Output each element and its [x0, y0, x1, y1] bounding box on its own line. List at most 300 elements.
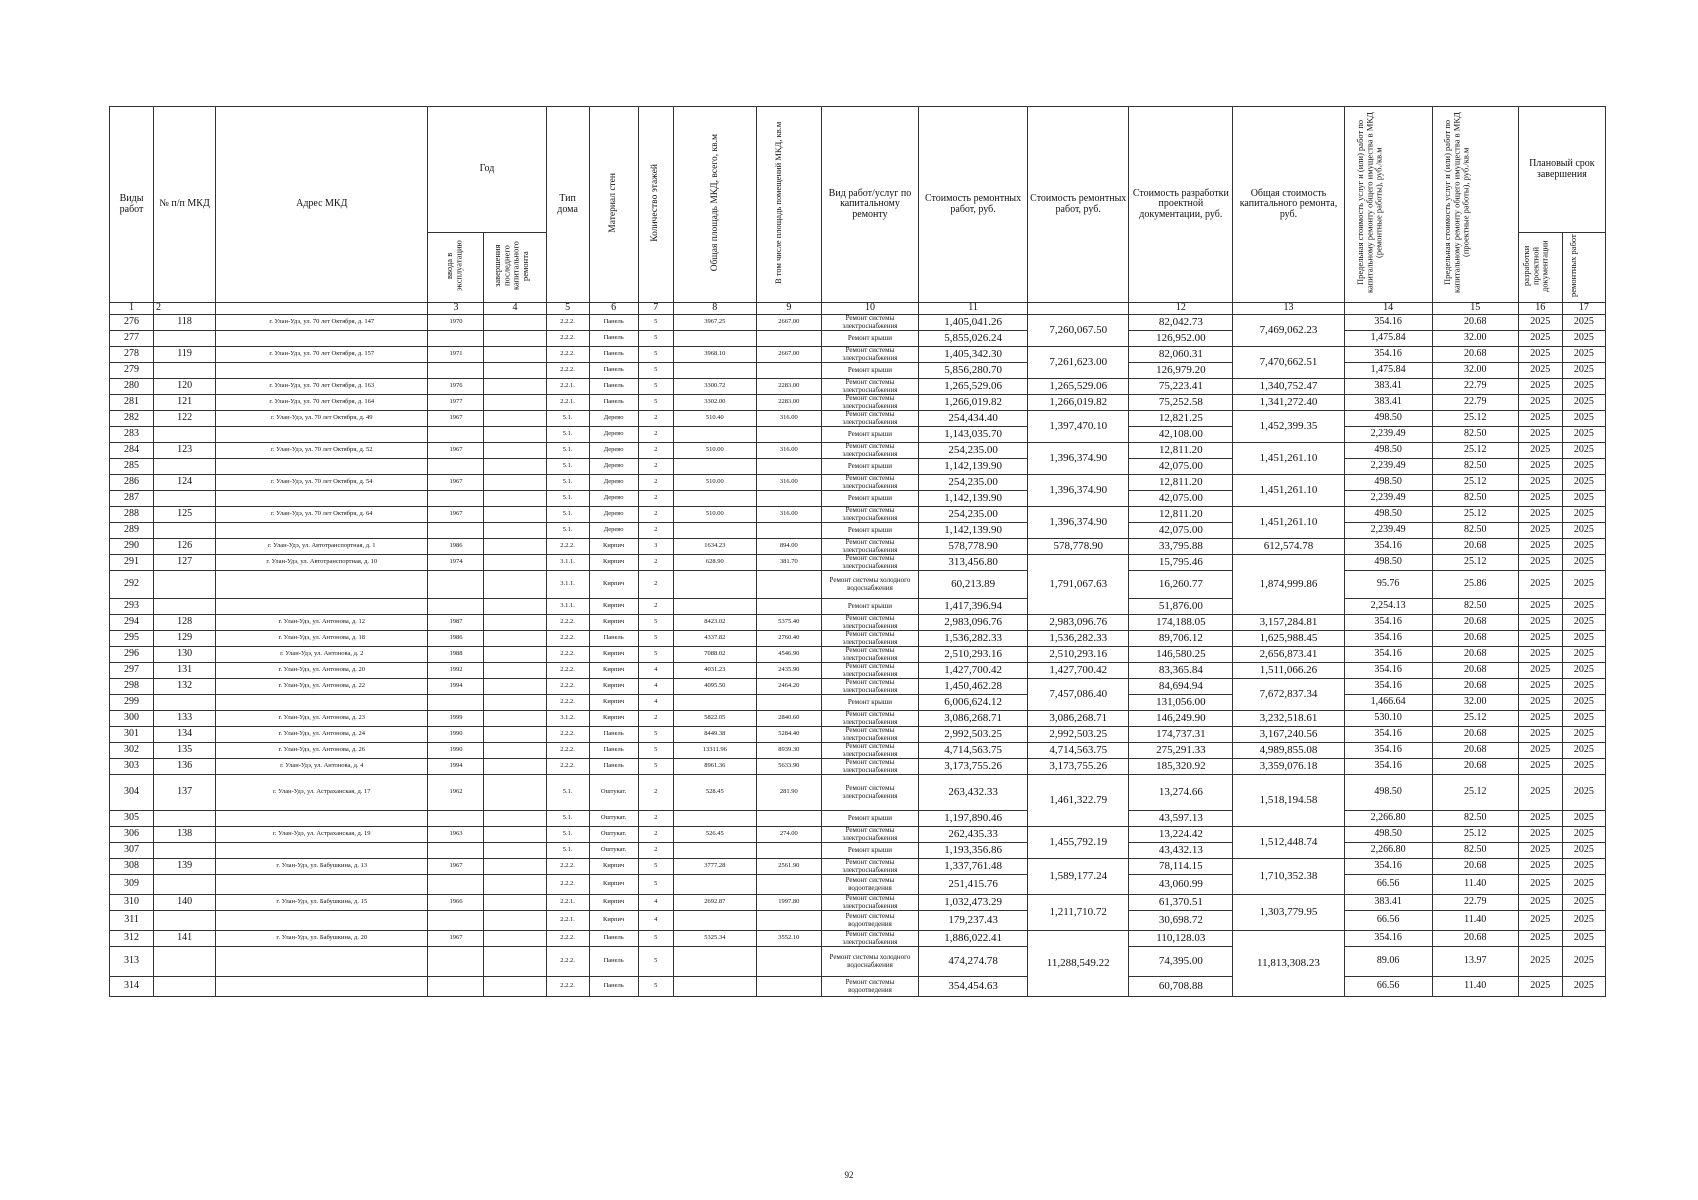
house-type-cell: 2.2.2.: [546, 647, 589, 663]
limit-project-cell: 25.12: [1432, 507, 1518, 523]
work-kind-cell: 286: [110, 475, 154, 491]
plan-repair-year-cell: 2025: [1562, 443, 1605, 459]
plan-repair-year-cell: 2025: [1562, 895, 1605, 911]
repair-cost-cell: 1,142,139.90: [919, 459, 1028, 475]
project-cost-cell: 15,795.46: [1129, 555, 1233, 571]
premises-area-cell: 8939.30: [756, 743, 821, 759]
premises-area-cell: [756, 947, 821, 977]
plan-project-year-cell: 2025: [1518, 631, 1562, 647]
limit-repair-cell: 498.50: [1344, 555, 1432, 571]
table-row: [110, 459, 1606, 475]
plan-project-year-cell: 2025: [1518, 411, 1562, 427]
year-commissioning-cell: 1967: [428, 507, 484, 523]
table-row: [110, 911, 1606, 931]
premises-area-cell: 5375.40: [756, 615, 821, 631]
plan-project-year-cell: 2025: [1518, 443, 1562, 459]
total-area-cell: 4337.82: [673, 631, 756, 647]
col-number-9: 9: [756, 303, 821, 315]
limit-repair-cell: 354.16: [1344, 615, 1432, 631]
limit-repair-cell: 354.16: [1344, 679, 1432, 695]
limit-repair-cell: 354.16: [1344, 727, 1432, 743]
limit-project-cell: 20.68: [1432, 647, 1518, 663]
plan-repair-year-cell: 2025: [1562, 571, 1605, 599]
repair-cost-cell: 4,714,563.75: [919, 743, 1028, 759]
work-type-cell: Ремонт системы холодного водоснабжения: [821, 571, 918, 599]
limit-repair-cell: 383.41: [1344, 895, 1432, 911]
repair-cost-group-cell: 7,457,086.40: [1028, 679, 1129, 711]
work-type-cell: Ремонт системы электроснабжения: [821, 827, 918, 843]
repair-cost-cell: 1,197,890.46: [919, 811, 1028, 827]
year-last-repair-cell: [484, 743, 546, 759]
plan-project-year-cell: 2025: [1518, 315, 1562, 331]
year-last-repair-cell: [484, 411, 546, 427]
work-type-cell: Ремонт системы электроснабжения: [821, 315, 918, 331]
address-cell: г. Улан-Удэ, ул. Астраханская, д. 17: [216, 775, 428, 811]
work-kind-cell: 280: [110, 379, 154, 395]
year-commissioning-cell: 1986: [428, 539, 484, 555]
plan-project-year-cell: 2025: [1518, 663, 1562, 679]
plan-repair-year-cell: 2025: [1562, 411, 1605, 427]
year-commissioning-cell: [428, 843, 484, 859]
total-area-cell: [673, 459, 756, 475]
year-commissioning-cell: [428, 459, 484, 475]
repair-cost-cell: 263,432.33: [919, 775, 1028, 811]
year-last-repair-cell: [484, 679, 546, 695]
limit-repair-cell: 530.10: [1344, 711, 1432, 727]
wall-material-cell: Панель: [589, 759, 638, 775]
plan-project-year-cell: 2025: [1518, 491, 1562, 507]
total-area-cell: 510.40: [673, 411, 756, 427]
repair-cost-group-cell: 1,791,067.63: [1028, 555, 1129, 615]
project-cost-cell: 30,698.72: [1129, 911, 1233, 931]
limit-project-cell: 25.12: [1432, 475, 1518, 491]
repair-cost-cell: 1,417,396.94: [919, 599, 1028, 615]
wall-material-cell: Оштукат.: [589, 775, 638, 811]
address-cell: [216, 875, 428, 895]
work-kind-cell: 276: [110, 315, 154, 331]
limit-repair-cell: 2,239.49: [1344, 491, 1432, 507]
address-cell: [216, 599, 428, 615]
year-last-repair-cell: [484, 931, 546, 947]
total-area-cell: 510.00: [673, 443, 756, 459]
premises-area-cell: [756, 695, 821, 711]
year-last-repair-cell: [484, 347, 546, 363]
table-row: [110, 523, 1606, 539]
header-repair-cost-1: Стоимость ремонтных работ, руб.: [919, 107, 1028, 303]
wall-material-cell: Кирпич: [589, 599, 638, 615]
floors-cell: 2: [638, 411, 673, 427]
repair-cost-cell: 474,274.78: [919, 947, 1028, 977]
year-last-repair-cell: [484, 631, 546, 647]
floors-cell: 5: [638, 759, 673, 775]
plan-repair-year-cell: 2025: [1562, 631, 1605, 647]
house-number-cell: 132: [154, 679, 216, 695]
project-cost-cell: 42,075.00: [1129, 523, 1233, 539]
year-commissioning-cell: [428, 363, 484, 379]
limit-repair-cell: 498.50: [1344, 775, 1432, 811]
limit-repair-cell: 2,239.49: [1344, 427, 1432, 443]
floors-cell: 2: [638, 427, 673, 443]
house-type-cell: 5.1.: [546, 459, 589, 475]
year-commissioning-cell: 1971: [428, 347, 484, 363]
total-area-cell: [673, 599, 756, 615]
wall-material-cell: Оштукат.: [589, 811, 638, 827]
year-last-repair-cell: [484, 859, 546, 875]
work-kind-cell: 291: [110, 555, 154, 571]
year-last-repair-cell: [484, 727, 546, 743]
house-type-cell: 2.2.2.: [546, 679, 589, 695]
repair-cost-cell: 1,142,139.90: [919, 491, 1028, 507]
work-kind-cell: 304: [110, 775, 154, 811]
house-number-cell: 126: [154, 539, 216, 555]
year-commissioning-cell: 1994: [428, 679, 484, 695]
house-number-cell: [154, 811, 216, 827]
house-number-cell: 129: [154, 631, 216, 647]
wall-material-cell: Панель: [589, 363, 638, 379]
project-cost-cell: 33,795.88: [1129, 539, 1233, 555]
repair-cost-group-cell: 7,260,067.50: [1028, 315, 1129, 347]
premises-area-cell: 5633.90: [756, 759, 821, 775]
table-row: [110, 331, 1606, 347]
year-commissioning-cell: 1963: [428, 827, 484, 843]
repair-cost-cell: 578,778.90: [919, 539, 1028, 555]
limit-project-cell: 11.40: [1432, 875, 1518, 895]
house-number-cell: 124: [154, 475, 216, 491]
work-kind-cell: 285: [110, 459, 154, 475]
work-kind-cell: 281: [110, 395, 154, 411]
premises-area-cell: [756, 571, 821, 599]
address-cell: г. Улан-Удэ, ул. 70 лет Октября, д. 164: [216, 395, 428, 411]
repair-cost-group-cell: 1,461,322.79: [1028, 775, 1129, 827]
limit-repair-cell: 354.16: [1344, 631, 1432, 647]
project-cost-cell: 174,188.05: [1129, 615, 1233, 631]
limit-project-cell: 13.97: [1432, 947, 1518, 977]
year-commissioning-cell: 1976: [428, 379, 484, 395]
total-area-cell: 8961.36: [673, 759, 756, 775]
address-cell: [216, 811, 428, 827]
premises-area-cell: [756, 491, 821, 507]
house-type-cell: 5.1.: [546, 507, 589, 523]
plan-repair-year-cell: 2025: [1562, 679, 1605, 695]
house-number-cell: [154, 331, 216, 347]
work-type-cell: Ремонт крыши: [821, 427, 918, 443]
total-cost-cell: 4,989,855.08: [1233, 743, 1344, 759]
header-plan-deadline: Плановый срок завершения: [1518, 107, 1605, 233]
repair-cost-cell: 1,265,529.06: [919, 379, 1028, 395]
wall-material-cell: Кирпич: [589, 647, 638, 663]
house-type-cell: 5.1.: [546, 811, 589, 827]
plan-project-year-cell: 2025: [1518, 459, 1562, 475]
year-commissioning-cell: 1999: [428, 711, 484, 727]
total-cost-cell: 1,518,194.58: [1233, 775, 1344, 827]
plan-repair-year-cell: 2025: [1562, 727, 1605, 743]
project-cost-cell: 43,597.13: [1129, 811, 1233, 827]
header-year-last-repair: завершения последнего капитального ремонта: [484, 233, 546, 303]
wall-material-cell: Панель: [589, 331, 638, 347]
year-commissioning-cell: 1994: [428, 759, 484, 775]
plan-project-year-cell: 2025: [1518, 331, 1562, 347]
year-commissioning-cell: [428, 875, 484, 895]
col-number-13: 13: [1233, 303, 1344, 315]
table-row: [110, 711, 1606, 727]
header-year-commissioning: ввода в эксплуатацию: [428, 233, 484, 303]
limit-repair-cell: 354.16: [1344, 315, 1432, 331]
plan-project-year-cell: 2025: [1518, 395, 1562, 411]
table-row: [110, 427, 1606, 443]
table-row: [110, 555, 1606, 571]
house-type-cell: 2.2.2.: [546, 315, 589, 331]
limit-repair-cell: 354.16: [1344, 347, 1432, 363]
table-row: [110, 347, 1606, 363]
address-cell: г. Улан-Удэ, ул. 70 лет Октября, д. 49: [216, 411, 428, 427]
work-type-cell: Ремонт системы холодного водоснабжения: [821, 947, 918, 977]
year-commissioning-cell: [428, 811, 484, 827]
table-row: [110, 571, 1606, 599]
floors-cell: 4: [638, 679, 673, 695]
total-area-cell: 4031.23: [673, 663, 756, 679]
repair-cost-cell: 3,086,268.71: [919, 711, 1028, 727]
work-type-cell: Ремонт системы электроснабжения: [821, 555, 918, 571]
year-last-repair-cell: [484, 977, 546, 997]
year-last-repair-cell: [484, 315, 546, 331]
limit-repair-cell: 66.56: [1344, 911, 1432, 931]
plan-project-year-cell: 2025: [1518, 379, 1562, 395]
house-type-cell: 5.1.: [546, 523, 589, 539]
table-row: [110, 859, 1606, 875]
floors-cell: 5: [638, 331, 673, 347]
house-number-cell: [154, 459, 216, 475]
repair-cost-group-cell: 1,396,374.90: [1028, 475, 1129, 507]
house-type-cell: 5.1.: [546, 491, 589, 507]
project-cost-cell: 174,737.31: [1129, 727, 1233, 743]
limit-repair-cell: 66.56: [1344, 977, 1432, 997]
year-commissioning-cell: 1987: [428, 615, 484, 631]
total-area-cell: 528.45: [673, 775, 756, 811]
address-cell: г. Улан-Удэ, ул. 70 лет Октября, д. 64: [216, 507, 428, 523]
plan-project-year-cell: 2025: [1518, 875, 1562, 895]
table-row: [110, 395, 1606, 411]
work-kind-cell: 296: [110, 647, 154, 663]
floors-cell: 2: [638, 459, 673, 475]
premises-area-cell: 2283.00: [756, 379, 821, 395]
work-type-cell: Ремонт крыши: [821, 599, 918, 615]
limit-repair-cell: 498.50: [1344, 827, 1432, 843]
total-cost-cell: 1,874,999.86: [1233, 555, 1344, 615]
year-last-repair-cell: [484, 395, 546, 411]
address-cell: г. Улан-Удэ, ул. Автотранспортная, д. 1: [216, 539, 428, 555]
repair-cost-cell: 1,337,761.48: [919, 859, 1028, 875]
table-row: [110, 539, 1606, 555]
work-kind-cell: 300: [110, 711, 154, 727]
house-type-cell: 3.1.1.: [546, 599, 589, 615]
floors-cell: 2: [638, 827, 673, 843]
repair-cost-cell: 254,235.00: [919, 475, 1028, 491]
table-row: [110, 743, 1606, 759]
project-cost-cell: 43,432.13: [1129, 843, 1233, 859]
address-cell: [216, 695, 428, 711]
limit-repair-cell: 498.50: [1344, 411, 1432, 427]
limit-project-cell: 20.68: [1432, 615, 1518, 631]
limit-repair-cell: 2,254.13: [1344, 599, 1432, 615]
address-cell: [216, 459, 428, 475]
premises-area-cell: [756, 977, 821, 997]
work-kind-cell: 283: [110, 427, 154, 443]
header-limit-repair: Предельная стоимость услуг и (или) работ по капитальному ремонту общего имущества в МКД (ремонтные работы), руб./кв.м: [1344, 107, 1432, 303]
plan-project-year-cell: 2025: [1518, 523, 1562, 539]
house-number-cell: [154, 977, 216, 997]
premises-area-cell: [756, 523, 821, 539]
plan-project-year-cell: 2025: [1518, 775, 1562, 811]
limit-repair-cell: 354.16: [1344, 759, 1432, 775]
total-area-cell: [673, 911, 756, 931]
project-cost-cell: 185,320.92: [1129, 759, 1233, 775]
total-area-cell: 3302.00: [673, 395, 756, 411]
wall-material-cell: Кирпич: [589, 679, 638, 695]
work-kind-cell: 288: [110, 507, 154, 523]
total-area-cell: 510.00: [673, 507, 756, 523]
address-cell: [216, 911, 428, 931]
house-type-cell: 5.1.: [546, 411, 589, 427]
house-type-cell: 2.2.2.: [546, 859, 589, 875]
total-area-cell: 3300.72: [673, 379, 756, 395]
year-commissioning-cell: [428, 695, 484, 711]
col-number-8: 8: [673, 303, 756, 315]
wall-material-cell: Кирпич: [589, 571, 638, 599]
project-cost-cell: 146,249.90: [1129, 711, 1233, 727]
total-area-cell: 3777.28: [673, 859, 756, 875]
year-commissioning-cell: 1986: [428, 631, 484, 647]
limit-repair-cell: 383.41: [1344, 379, 1432, 395]
limit-repair-cell: 354.16: [1344, 663, 1432, 679]
plan-repair-year-cell: 2025: [1562, 459, 1605, 475]
plan-repair-year-cell: 2025: [1562, 379, 1605, 395]
premises-area-cell: 274.00: [756, 827, 821, 843]
wall-material-cell: Дерево: [589, 491, 638, 507]
premises-area-cell: 2561.90: [756, 859, 821, 875]
year-commissioning-cell: [428, 977, 484, 997]
total-area-cell: [673, 363, 756, 379]
limit-repair-cell: 354.16: [1344, 647, 1432, 663]
work-type-cell: Ремонт системы водоотведения: [821, 977, 918, 997]
limit-project-cell: 20.68: [1432, 931, 1518, 947]
plan-project-year-cell: 2025: [1518, 759, 1562, 775]
repair-cost-cell: 1,032,473.29: [919, 895, 1028, 911]
project-cost-cell: 131,056.00: [1129, 695, 1233, 711]
premises-area-cell: 2464.20: [756, 679, 821, 695]
total-area-cell: [673, 695, 756, 711]
address-cell: [216, 491, 428, 507]
repair-cost-cell: 2,510,293.16: [919, 647, 1028, 663]
plan-repair-year-cell: 2025: [1562, 931, 1605, 947]
total-area-cell: 628.90: [673, 555, 756, 571]
year-last-repair-cell: [484, 539, 546, 555]
repair-cost-cell: 254,434.40: [919, 411, 1028, 427]
total-area-cell: 5822.05: [673, 711, 756, 727]
work-kind-cell: 309: [110, 875, 154, 895]
floors-cell: 5: [638, 931, 673, 947]
year-commissioning-cell: 1967: [428, 443, 484, 459]
house-number-cell: 136: [154, 759, 216, 775]
floors-cell: 5: [638, 631, 673, 647]
plan-project-year-cell: 2025: [1518, 571, 1562, 599]
limit-project-cell: 82.50: [1432, 491, 1518, 507]
work-type-cell: Ремонт системы электроснабжения: [821, 775, 918, 811]
column-number-row: [110, 303, 1606, 315]
plan-repair-year-cell: 2025: [1562, 491, 1605, 507]
year-commissioning-cell: [428, 599, 484, 615]
plan-project-year-cell: 2025: [1518, 647, 1562, 663]
house-number-cell: 121: [154, 395, 216, 411]
house-type-cell: 2.2.2.: [546, 615, 589, 631]
total-area-cell: 3968.10: [673, 347, 756, 363]
repair-cost-cell: 313,456.80: [919, 555, 1028, 571]
house-type-cell: 2.2.2.: [546, 631, 589, 647]
table-row: [110, 759, 1606, 775]
address-cell: г. Улан-Удэ, ул. Антонова, д. 26: [216, 743, 428, 759]
address-cell: г. Улан-Удэ, ул. 70 лет Октября, д. 54: [216, 475, 428, 491]
premises-area-cell: [756, 911, 821, 931]
wall-material-cell: Дерево: [589, 459, 638, 475]
total-area-cell: 8449.38: [673, 727, 756, 743]
work-type-cell: Ремонт системы электроснабжения: [821, 507, 918, 523]
work-type-cell: Ремонт крыши: [821, 843, 918, 859]
limit-project-cell: 20.68: [1432, 663, 1518, 679]
address-cell: г. Улан-Удэ, ул. Автотранспортная, д. 10: [216, 555, 428, 571]
table-row: [110, 363, 1606, 379]
header-project-cost: Стоимость разработки проектной документации, руб.: [1129, 107, 1233, 303]
address-cell: [216, 843, 428, 859]
work-type-cell: Ремонт системы электроснабжения: [821, 895, 918, 911]
work-type-cell: Ремонт системы электроснабжения: [821, 539, 918, 555]
house-type-cell: 2.2.2.: [546, 727, 589, 743]
address-cell: г. Улан-Удэ, ул. Антонова, д. 23: [216, 711, 428, 727]
house-number-cell: 130: [154, 647, 216, 663]
work-kind-cell: 299: [110, 695, 154, 711]
address-cell: г. Улан-Удэ, ул. 70 лет Октября, д. 52: [216, 443, 428, 459]
floors-cell: 4: [638, 695, 673, 711]
premises-area-cell: [756, 875, 821, 895]
total-cost-cell: 1,625,988.45: [1233, 631, 1344, 647]
wall-material-cell: Панель: [589, 347, 638, 363]
header-total-area: Общая площадь МКД, всего, кв.м: [673, 107, 756, 303]
col-number-2: 2: [154, 303, 216, 315]
limit-repair-cell: 2,239.49: [1344, 459, 1432, 475]
col-number-10: 10: [821, 303, 918, 315]
table-row: [110, 931, 1606, 947]
limit-repair-cell: 498.50: [1344, 507, 1432, 523]
work-type-cell: Ремонт крыши: [821, 363, 918, 379]
total-cost-cell: 3,359,076.18: [1233, 759, 1344, 775]
limit-repair-cell: 66.56: [1344, 875, 1432, 895]
work-kind-cell: 292: [110, 571, 154, 599]
col-number-1: 1: [110, 303, 154, 315]
floors-cell: 4: [638, 911, 673, 931]
repair-cost-cell: 2,992,503.25: [919, 727, 1028, 743]
work-type-cell: Ремонт системы электроснабжения: [821, 711, 918, 727]
premises-area-cell: [756, 811, 821, 827]
house-type-cell: 2.2.1.: [546, 395, 589, 411]
project-cost-cell: 12,811.20: [1129, 507, 1233, 523]
limit-project-cell: 82.50: [1432, 427, 1518, 443]
page-number: 92: [844, 1170, 854, 1180]
floors-cell: 5: [638, 875, 673, 895]
header-house-type: Тип дома: [546, 107, 589, 303]
year-commissioning-cell: 1967: [428, 859, 484, 875]
table-row: [110, 615, 1606, 631]
house-type-cell: 2.2.2.: [546, 663, 589, 679]
repair-cost-group-cell: 1,589,177.24: [1028, 859, 1129, 895]
work-kind-cell: 311: [110, 911, 154, 931]
